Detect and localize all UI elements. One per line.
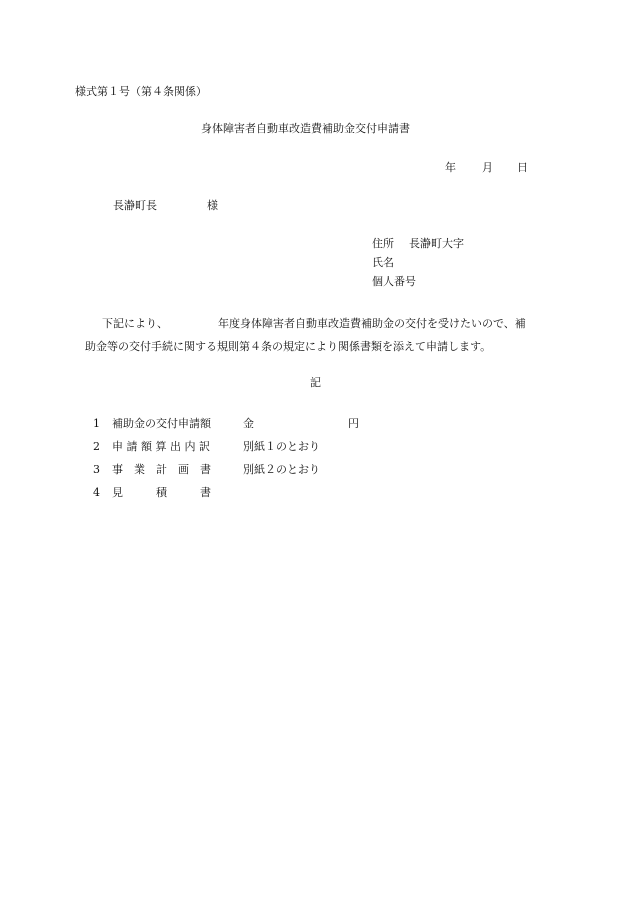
item-value: 別紙１のとおり [243, 440, 320, 453]
item-value: 金 [243, 417, 254, 430]
addressee-honorific: 様 [207, 199, 218, 212]
body-line2: 助金等の交付手続に関する規則第４条の規定により関係書類を添えて申請します。 [85, 340, 492, 353]
item-number: 1 [93, 417, 100, 430]
body-line1-post: 年度身体障害者自動車改造費補助金の交付を受けたいので、補 [218, 317, 526, 330]
item-number: 4 [93, 486, 100, 499]
item-number: 2 [93, 440, 100, 453]
addressee-name: 長瀞町長 [113, 199, 157, 212]
document-title: 身体障害者自動車改造費補助金交付申請書 [201, 122, 410, 135]
date-year: 年 [445, 161, 456, 174]
item-label: 申 請 額 算 出 内 訳 [112, 440, 210, 453]
ki-heading: 記 [310, 376, 321, 389]
item-label: 事 業 計 画 書 [112, 463, 211, 476]
item-number: 3 [93, 463, 100, 476]
form-number: 様式第１号（第４条関係） [75, 85, 207, 98]
date-day: 日 [517, 161, 528, 174]
body-line1-pre: 下記により、 [102, 317, 168, 330]
personal-number-label: 個人番号 [372, 275, 416, 288]
item-label: 補助金の交付申請額 [112, 417, 211, 430]
item-unit: 円 [348, 417, 359, 430]
item-label: 見 積 書 [112, 486, 211, 499]
address-label: 住所 [372, 237, 394, 250]
address-value: 長瀞町大字 [409, 237, 464, 250]
date-month: 月 [482, 161, 493, 174]
name-label: 氏名 [372, 256, 394, 269]
item-value: 別紙２のとおり [243, 463, 320, 476]
